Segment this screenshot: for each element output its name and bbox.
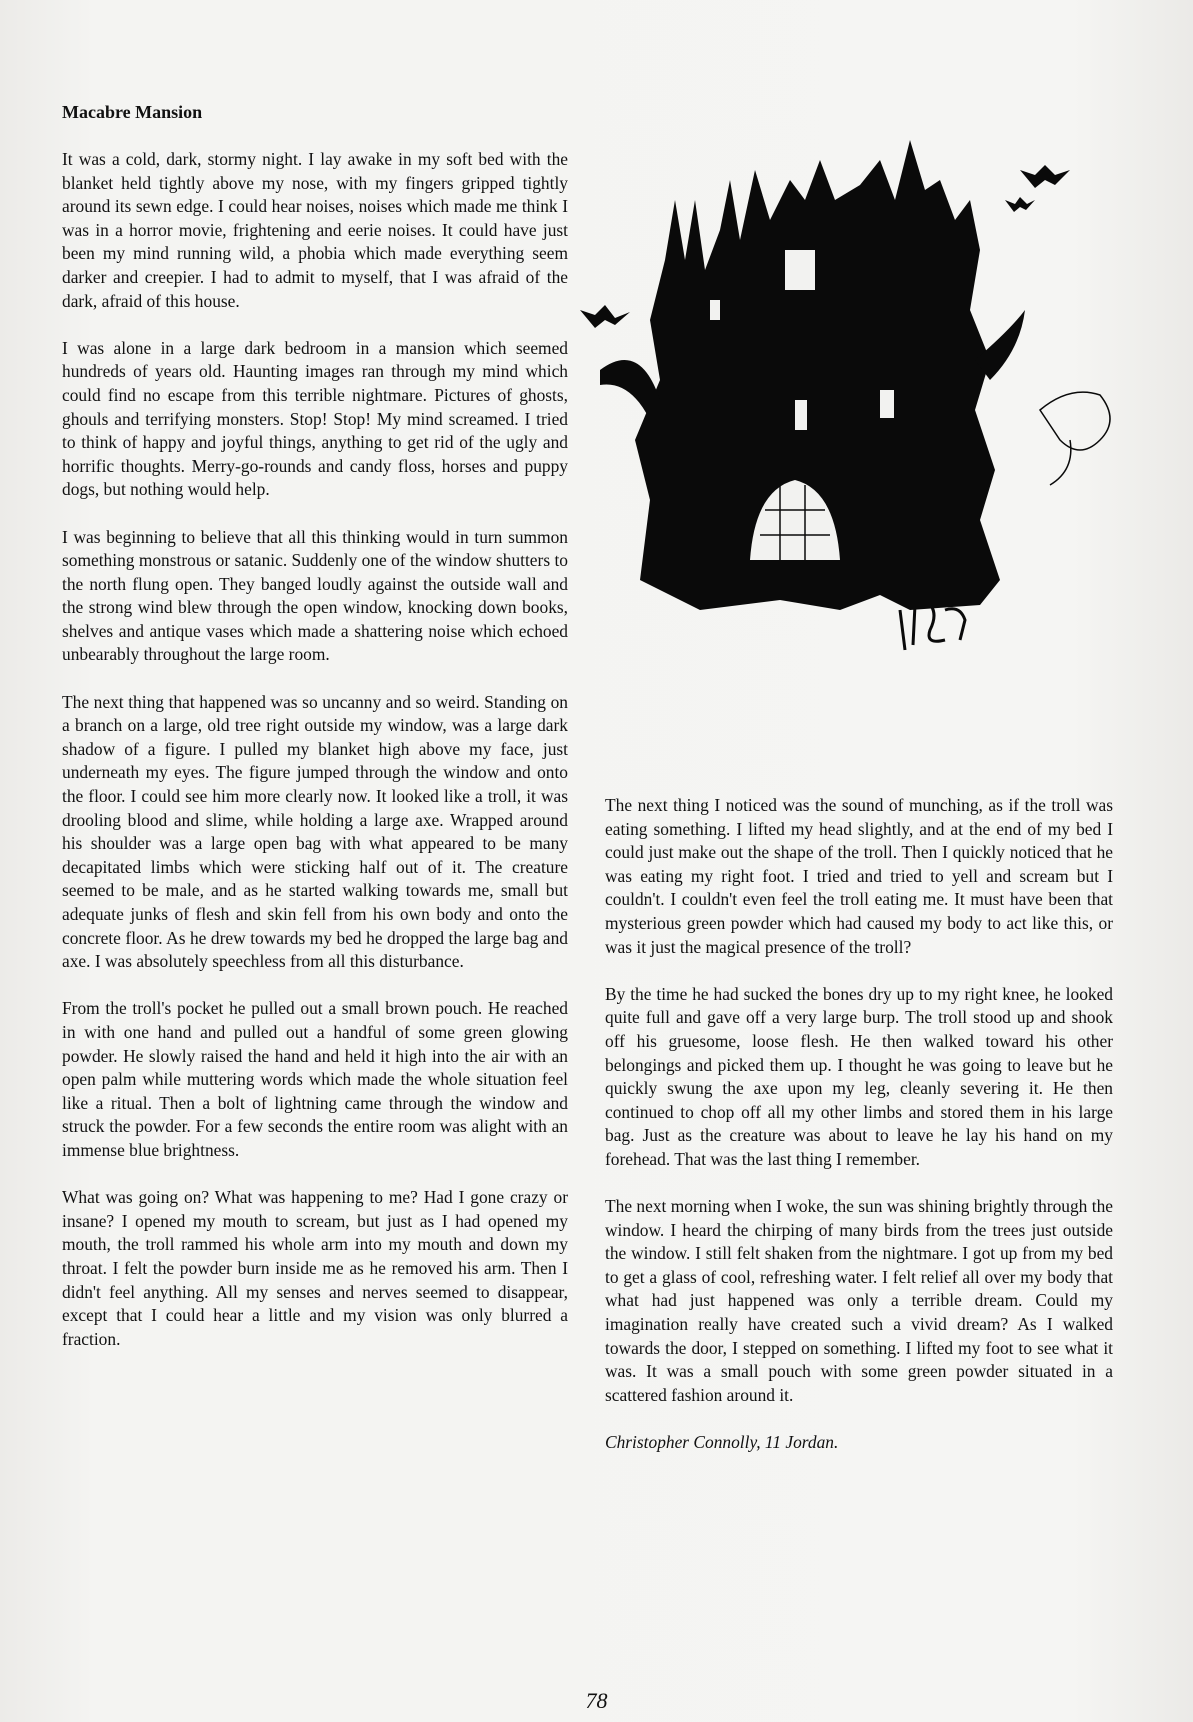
story-paragraph: By the time he had sucked the bones dry up to my right knee, he looked quite full and gave off a very large burp. The troll stood up and shook off his gruesome, loose flesh. He then walked toward his other belongings and picked them up. I thought he was going to leave but he quickly swung the axe upon my leg, cleanly severing it. He then continued to chop off all my other limbs and stored them in his large bag. Just as the creature was about to leave he lay his hand on my forehead. That was the last thing I remember. (605, 983, 1113, 1169)
story-paragraph: I was alone in a large dark bedroom in a mansion which seemed hundreds of years old. Haunting images ran through my mind which could find no escape from this terrible nightmare. Pictures of ghosts, ghouls and terrifying monsters. Stop! Stop! My mind screamed. I tried to think of happy and joyful things, anything to get rid of the ugly and horrific thoughts. Merry-go-rounds and candy floss, horses and puppy dogs, but nothing would help. (62, 337, 568, 500)
story-paragraph: From the troll's pocket he pulled out a small brown pouch. He reached in with one hand and pulled out a handful of some green glowing powder. He slowly raised the hand and held it high into the air with an open palm while muttering words which made the whole situation feel like a ritual. Then a bolt of lightning came through the window and struck the powder. For a few seconds the entire room was alight with an immense blue brightness. (62, 998, 568, 1160)
story-paragraph: It was a cold, dark, stormy night. I lay awake in my soft bed with the blanket held tightly above my nose, with my fingers gripped tightly around its sewn edge. I could hear noises, noises which made me think I was in a horror movie, frightening and eerie noises. It could have just been my mind running wild, a phobia which made everything seem darker and creepier. I had to admit to myself, that I was afraid of the dark, afraid of this house. (62, 149, 568, 311)
author-credit: Christopher Connolly, 11 Jordan. (605, 1432, 839, 1453)
page-number: 78 (585, 1688, 608, 1713)
story-paragraph: I was beginning to believe that all this thinking would in turn summon something monstrous or satanic. Suddenly one of the window shutters to the north flung open. They banged loudly against the outside wall and the strong wind blew through the open window, knocking down books, shelves and antique vases which made a shattering noise which echoed unbearably throughout the large room. (62, 526, 568, 665)
haunted-mansion-illustration (580, 140, 1160, 725)
story-right-column (605, 794, 1113, 1455)
story-title: Macabre Mansion (62, 102, 203, 122)
story-paragraph: The next thing that happened was so uncanny and so weird. Standing on a branch on a large, old tree right outside my window, was a large dark shadow of a figure. I pulled my blanket high above my face, just underneath my eyes. The figure jumped through the window and onto the floor. I could see him more clearly now. It looked like a troll, it was drooling blood and slime, while holding a large axe. Wrapped around his shoulder was a large open bag with what appeared to be many decapitated limbs which were sticking half out of it. The creature seemed to be male, and as he started walking towards me, small but adequate junks of flesh and skin fell from his own body and onto the concrete floor. As he drew towards my bed he dropped the large bag and axe. I was absolutely speechless from all this disturbance. (62, 691, 568, 972)
story-paragraph: What was going on? What was happening to me? Had I gone crazy or insane? I opened my mouth to scream, but just as I had opened my mouth, the troll rammed his whole arm into my mouth and down my throat. I felt the powder burn inside me as he removed his arm. Then I didn't feel anything. All my senses and nerves seemed to disappear, except that I could hear a little and my vision was only blurred a fraction. (62, 1187, 568, 1349)
story-left-column (62, 100, 568, 1375)
story-paragraph: The next thing I noticed was the sound of munching, as if the troll was eating something. I lifted my head slightly, and at the end of my bed I could just make out the shape of the troll. Then I quickly noticed that he was eating my right foot. I tried and tried to yell and scream but I couldn't. I couldn't even feel the troll eating me. It must have been that mysterious green powder which had caused my body to act like this, or was it just the magical presence of the troll? (605, 795, 1113, 957)
story-paragraph: The next morning when I woke, the sun was shining brightly through the window. I heard the chirping of many birds from the trees just outside the window. I still felt shaken from the nightmare. I got up from my bed to get a glass of cool, refreshing water. I felt relief all over my body that what had just happened was only a terrible dream. Could my imagination really have created such a vivid dream? As I walked towards the door, I stepped on something. I lifted my foot to see what it was. It was a small pouch with some green powder situated in a scattered fashion around it. (605, 1196, 1113, 1405)
